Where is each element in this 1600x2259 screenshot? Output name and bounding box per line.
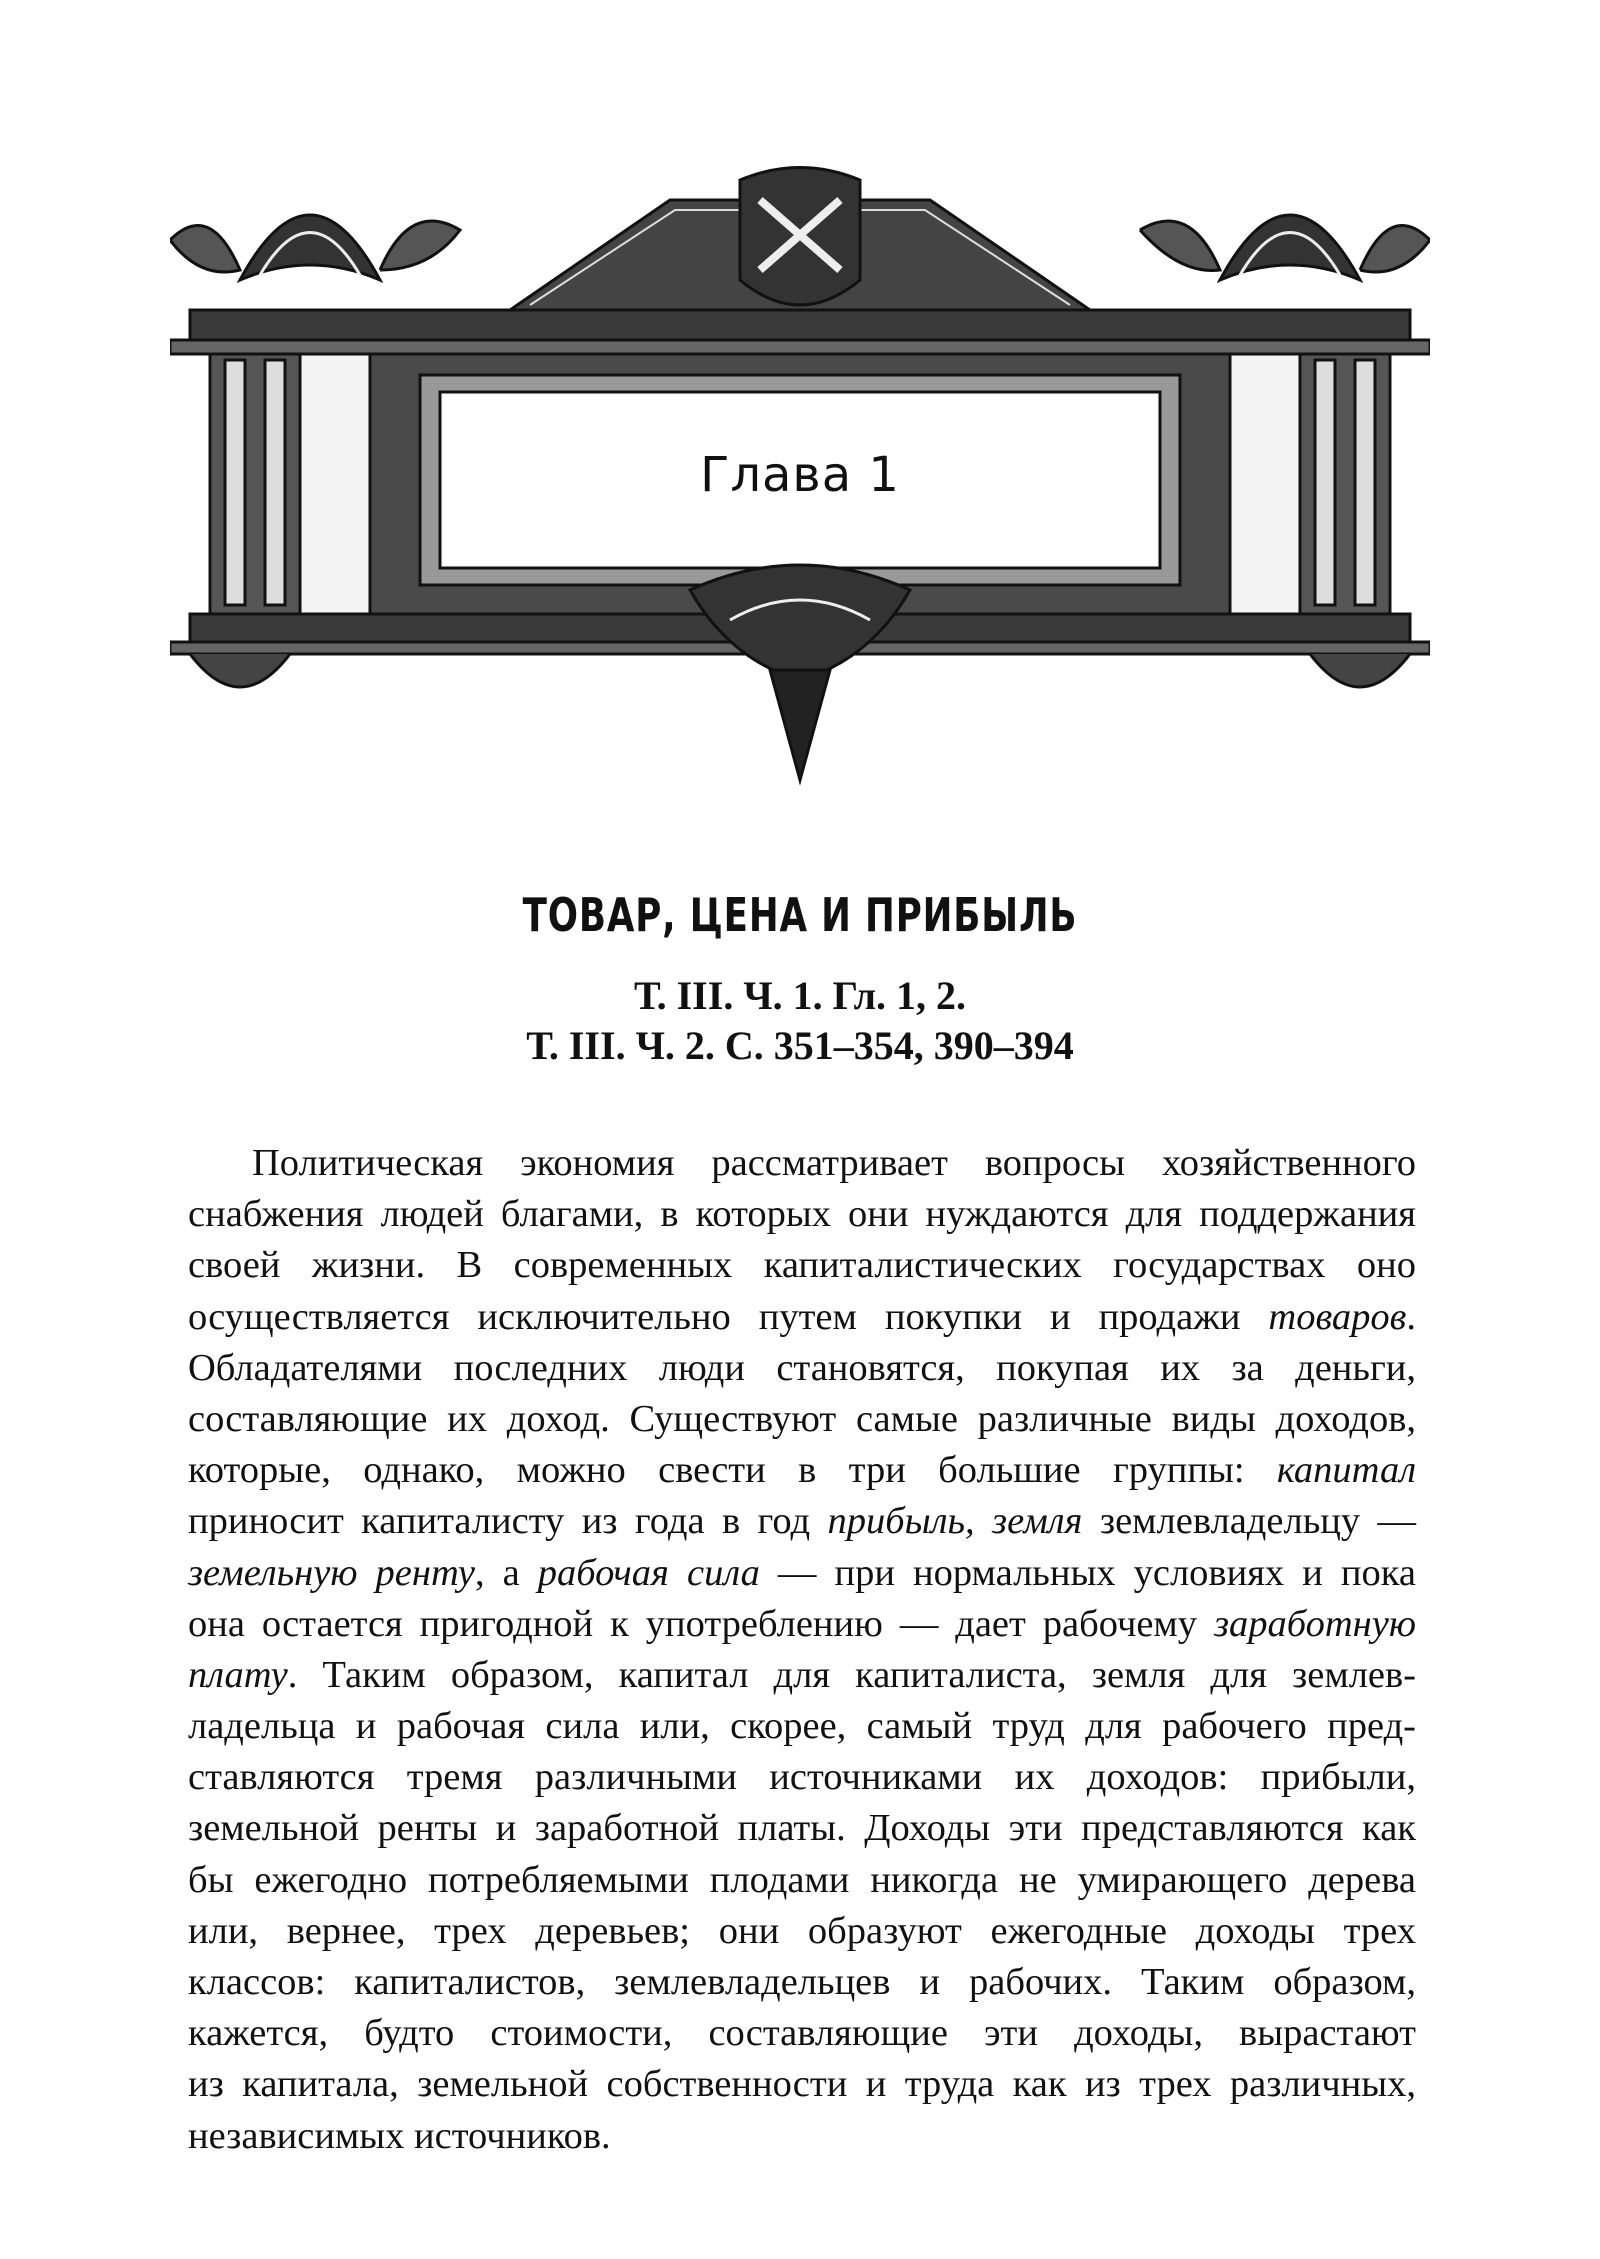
chapter-label: Глава 1 [700,447,900,503]
text-run: независимых источников. [188,2114,611,2157]
text-line [188,2059,1416,2110]
text-run: Политическая экономия рассматривает вопросы хозяйственного [252,1142,1416,1184]
text-run: — при нормальных условиях и пока [759,1551,1416,1594]
text-line [188,1957,1416,2008]
italic-term: товаров [1268,1295,1407,1338]
text-run: своей жизни. В современных капиталистических государствах оно [188,1244,1416,1287]
text-line [188,1548,1416,1599]
text-run: снабжения людей благами, в которых они нуждаются для поддержания [188,1193,1416,1236]
text-line [188,1599,1416,1650]
text-line [188,1240,1416,1291]
text-line [188,1701,1416,1752]
text-line [188,1394,1416,1445]
italic-term: прибыль, земля [827,1500,1083,1543]
text-line [188,1292,1416,1343]
text-run: которые, однако, можно свести в три большие группы: [188,1449,1277,1492]
source-reference-2: Т. III. Ч. 2. С. 351–354, 390–394 [526,1023,1074,1068]
chapter-title: ТОВАР, ЦЕНА И ПРИБЫЛЬ [522,888,1078,942]
text-run: . [1406,1295,1416,1338]
italic-term: капитал [1276,1449,1416,1492]
text-run: ладельца и рабочая сила или, скорее, самый труд для рабочего пред- [188,1705,1416,1748]
italic-term: рабочая сила [537,1551,760,1594]
text-run: она остается пригодной к употреблению — дает рабочему [188,1602,1214,1645]
text-line [188,1855,1416,1906]
text-line [188,1445,1416,1496]
text-line [188,1343,1416,1394]
text-run: ставляются тремя различными источниками их доходов: прибыли, [188,1756,1416,1799]
text-line [188,1650,1416,1701]
text-run: из капитала, земельной собственности и труда как из трех различных, [188,2063,1416,2106]
text-line [188,1496,1416,1547]
text-run: приносит капиталисту из года в год [188,1500,828,1543]
text-run: составляющие их доход. Существуют самые различные виды доходов, [188,1397,1416,1440]
text-run: земельной ренты и заработной платы. Доходы эти представляются как [188,1807,1416,1850]
italic-term: заработную [1213,1602,1416,1645]
text-run: осуществляется исключительно путем покупки и продажи [188,1295,1269,1338]
text-run: кажется, будто стоимости, составляющие эти доходы, вырастают [188,2012,1416,2055]
text-line [188,1189,1416,1240]
text-line [188,2111,1416,2162]
text-run: классов: капиталистов, землевладельцев и рабочих. Таким образом, [188,1961,1416,2003]
body-paragraph [188,1138,1416,2162]
text-run: бы ежегодно потребляемыми плодами никогда не умирающего дерева [188,1858,1416,1901]
text-run: , а [474,1551,538,1594]
text-line [188,2008,1416,2059]
source-reference-1: Т. III. Ч. 1. Гл. 1, 2. [633,973,967,1018]
italic-term: земельную ренту [188,1551,475,1594]
text-run: . Таким образом, капитал для капиталиста, земля для землев- [287,1653,1416,1696]
italic-term: плату [188,1653,288,1696]
text-line [188,1803,1416,1854]
text-line [188,1906,1416,1957]
text-line [188,1138,1416,1189]
text-run: или, вернее, трех деревьев; они образуют ежегодные доходы трех [188,1909,1416,1952]
text-line [188,1752,1416,1803]
text-run: Обладателями последних люди становятся, покупая их за деньги, [188,1346,1416,1389]
text-run: землевладельцу — [1082,1500,1417,1543]
